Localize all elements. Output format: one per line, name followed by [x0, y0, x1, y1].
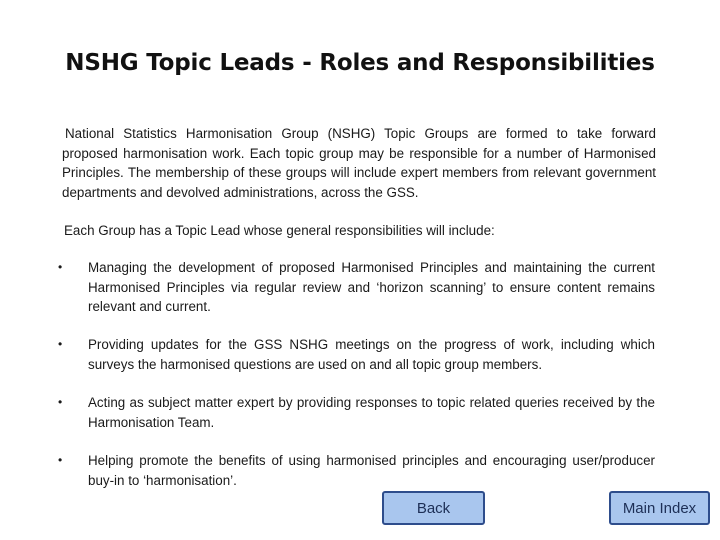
- back-button[interactable]: Back: [382, 491, 485, 525]
- bullet-icon: •: [58, 337, 63, 351]
- bullet-icon: •: [58, 453, 63, 467]
- bullet-icon: •: [58, 395, 63, 409]
- bullet-text: Managing the development of proposed Harmonised Principles and maintaining the current Harmonised Principles via regular review and ‘horizon scanning’ to ensure content remains relevant and current.: [88, 260, 655, 314]
- page-title: NSHG Topic Leads - Roles and Responsibilities: [65, 50, 655, 76]
- bullet-text: Providing updates for the GSS NSHG meetings on the progress of work, including which surveys the harmonised questions are used on and all topic group members.: [88, 337, 655, 372]
- bullet-text: Helping promote the benefits of using harmonised principles and encouraging user/producer buy-in to ‘harmonisation’.: [88, 453, 655, 488]
- bullet-icon: •: [58, 260, 63, 274]
- intro-paragraph: National Statistics Harmonisation Group (NSHG) Topic Groups are formed to take forward proposed harmonisation work. Each topic group may be responsible for a number of Harmonised Principles. The membership of these groups will include expert members from relevant government departments and devolved administrations, across the GSS.: [62, 126, 656, 200]
- bullet-text: Acting as subject matter expert by providing responses to topic related queries received by the Harmonisation Team.: [88, 395, 655, 430]
- responsibilities-intro: Each Group has a Topic Lead whose general responsibilities will include:: [64, 223, 495, 238]
- main-index-button[interactable]: Main Index: [609, 491, 710, 525]
